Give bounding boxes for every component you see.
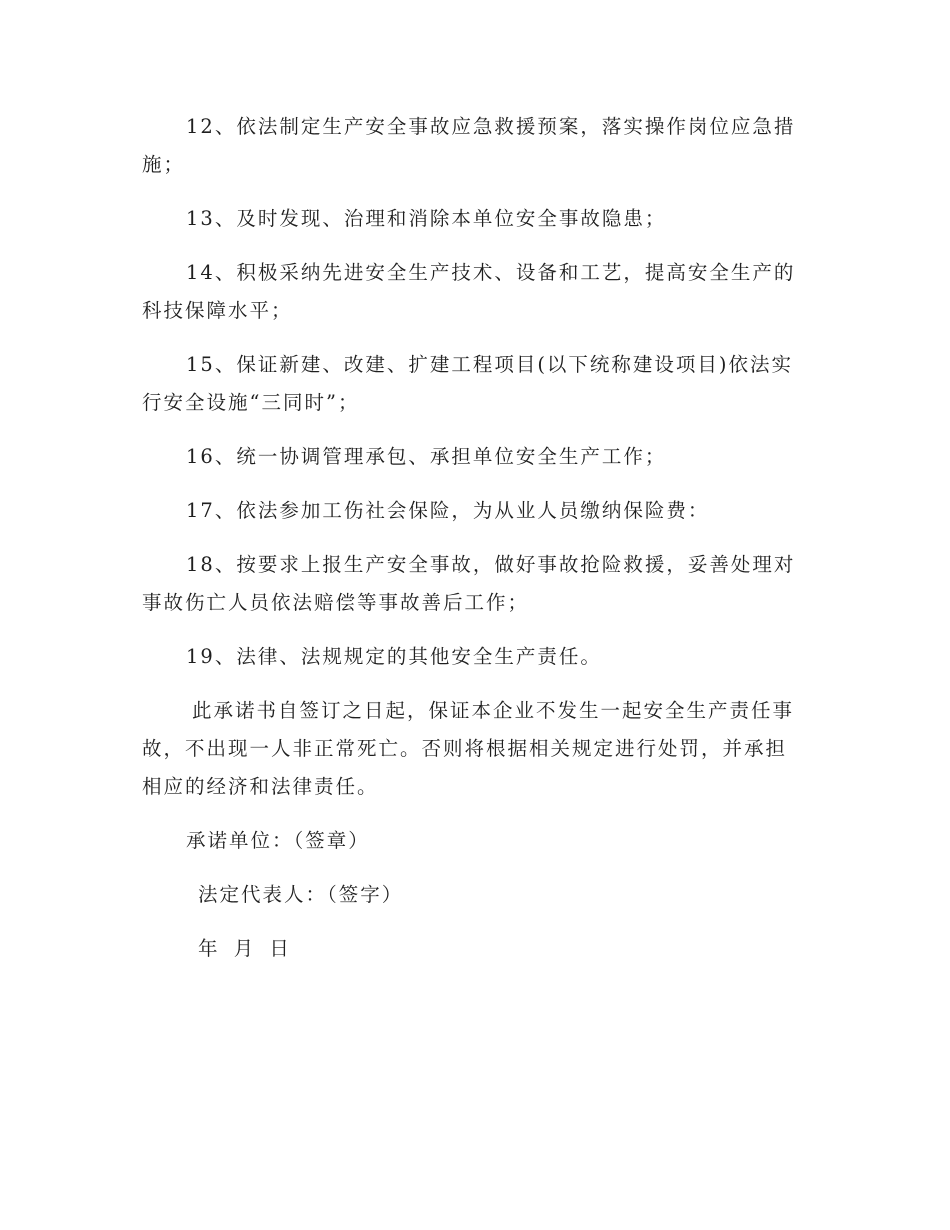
clause-19: 19、法律、法规规定的其他安全生产责任。 xyxy=(186,645,602,668)
signature-representative: 法定代表人：（签字） xyxy=(198,883,404,906)
clause-18: 18、按要求上报生产安全事故，做好事故抢险救援，妥善处理对事故伤亡人员依法赔偿等事故善后工作； xyxy=(142,553,796,614)
clause-14: 14、积极采纳先进安全生产技术、设备和工艺，提高安全生产的科技保障水平； xyxy=(142,261,796,322)
clause-17: 17、依法参加工伤社会保险，为从业人员缴纳保险费： xyxy=(186,499,710,522)
clause-13: 13、及时发现、治理和消除本单位安全事故隐患； xyxy=(186,207,667,230)
signature-unit: 承诺单位：（签章） xyxy=(186,829,370,852)
document-body xyxy=(142,108,802,984)
clause-15: 15、保证新建、改建、扩建工程项目(以下统称建设项目)依法实行安全设施“三同时”； xyxy=(142,353,794,414)
commitment-statement: 此承诺书自签订之日起，保证本企业不发生一起安全生产责任事故，不出现一人非正常死亡。否则将根据相关规定进行处罚，并承担相应的经济和法律责任。 xyxy=(142,699,795,798)
clause-16: 16、统一协调管理承包、承担单位安全生产工作； xyxy=(186,445,667,468)
clause-12: 12、依法制定生产安全事故应急救援预案，落实操作岗位应急措施； xyxy=(142,115,796,176)
signature-date: 年 月 日 xyxy=(198,937,291,960)
